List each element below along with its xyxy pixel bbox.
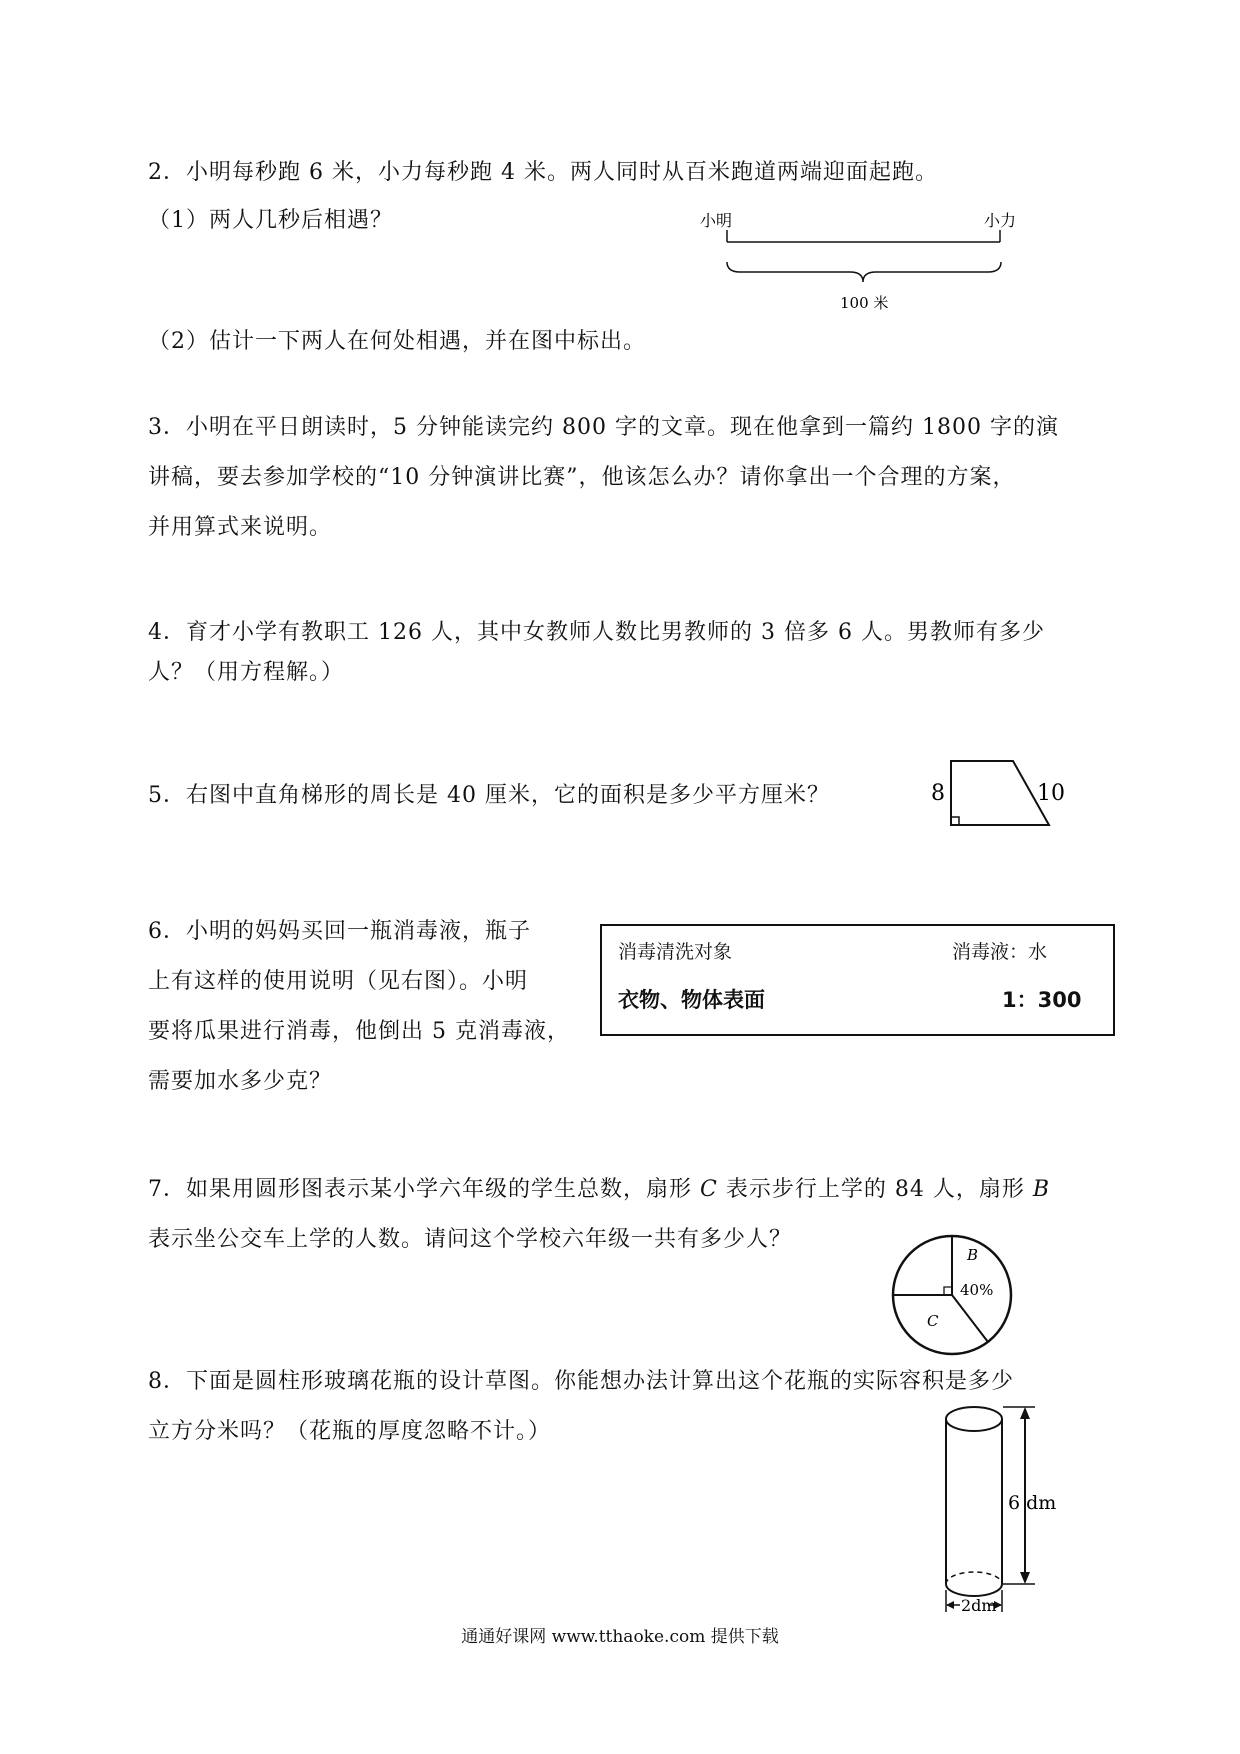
q7-sector-b: B bbox=[1032, 1177, 1050, 1202]
trapezoid-slant-label: 10 bbox=[1037, 781, 1065, 806]
brace bbox=[727, 262, 1001, 282]
q6-line-4: 需要加水多少克？ bbox=[148, 1069, 333, 1094]
q6-line-2: 上有这样的使用说明（见右图）。小明 bbox=[148, 969, 529, 994]
q3-line-3: 并用算式来说明。 bbox=[148, 515, 333, 540]
trapezoid-diagram bbox=[925, 755, 1075, 835]
cylinder-height-label: 6 dm bbox=[1008, 1492, 1057, 1514]
q7-line-1b: 表示步行上学的 84 人，扇形 bbox=[717, 1177, 1033, 1202]
q7-line-1 bbox=[148, 1175, 1050, 1205]
track-distance-label: 100 米 bbox=[840, 294, 889, 312]
q8-line-2: 立方分米吗？（花瓶的厚度忽略不计。） bbox=[148, 1419, 552, 1444]
table-header-ratio: 消毒液：水 bbox=[952, 941, 1048, 963]
pie-diagram bbox=[888, 1232, 1018, 1362]
q7-sector-c: C bbox=[700, 1177, 718, 1202]
track-right-label: 小力 bbox=[984, 211, 1017, 230]
q6-line-1: 6．小明的妈妈买回一瓶消毒液，瓶子 bbox=[148, 919, 531, 944]
trapezoid-height-label: 8 bbox=[931, 781, 945, 806]
track-left-label: 小明 bbox=[700, 211, 733, 230]
table-header-object: 消毒清洗对象 bbox=[618, 941, 733, 963]
q2-sub1: （1）两人几秒后相遇？ bbox=[148, 208, 393, 233]
q5-text: 5．右图中直角梯形的周长是 40 厘米，它的面积是多少平方厘米？ bbox=[148, 783, 830, 808]
right-angle-mark bbox=[951, 817, 959, 825]
pie-right-angle-mark bbox=[944, 1287, 952, 1295]
footer-source: 通通好课网 www.tthaoke.com 提供下载 bbox=[461, 1627, 779, 1647]
q2-text: 2．小明每秒跑 6 米，小力每秒跑 4 米。两人同时从百米跑道两端迎面起跑。 bbox=[148, 160, 938, 185]
usage-instructions-table bbox=[600, 924, 1115, 1036]
q7-line-1a: 7．如果用圆形图表示某小学六年级的学生总数，扇形 bbox=[148, 1177, 700, 1202]
q4-line-1: 4．育才小学有教职工 126 人，其中女教师人数比男教师的 3 倍多 6 人。男教师有多少 bbox=[148, 620, 1045, 645]
q3-line-1: 3．小明在平日朗读时，5 分钟能读完约 800 字的文章。现在他拿到一篇约 1800 字的演 bbox=[148, 415, 1059, 440]
table-cell-ratio: 1：300 bbox=[1002, 988, 1082, 1012]
pie-label-b: B bbox=[967, 1246, 979, 1264]
q6-line-3: 要将瓜果进行消毒，他倒出 5 克消毒液， bbox=[148, 1019, 570, 1044]
track-diagram bbox=[700, 205, 1030, 315]
cylinder-diameter-label: 2dm bbox=[961, 1596, 997, 1615]
q3-line-2: 讲稿，要去参加学校的“10 分钟演讲比赛”，他该怎么办？请你拿出一个合理的方案， bbox=[148, 465, 1016, 490]
pie-percent-label: 40% bbox=[960, 1281, 994, 1299]
q2-sub2: （2）估计一下两人在何处相遇，并在图中标出。 bbox=[148, 329, 646, 354]
q4-line-2: 人？（用方程解。） bbox=[148, 660, 345, 685]
table-cell-object: 衣物、物体表面 bbox=[618, 988, 765, 1012]
q7-line-2: 表示坐公交车上学的人数。请问这个学校六年级一共有多少人？ bbox=[148, 1227, 793, 1252]
cylinder-diagram bbox=[935, 1400, 1085, 1622]
q8-line-1: 8．下面是圆柱形玻璃花瓶的设计草图。你能想办法计算出这个花瓶的实际容积是多少 bbox=[148, 1369, 1014, 1394]
pie-label-c: C bbox=[927, 1312, 939, 1330]
